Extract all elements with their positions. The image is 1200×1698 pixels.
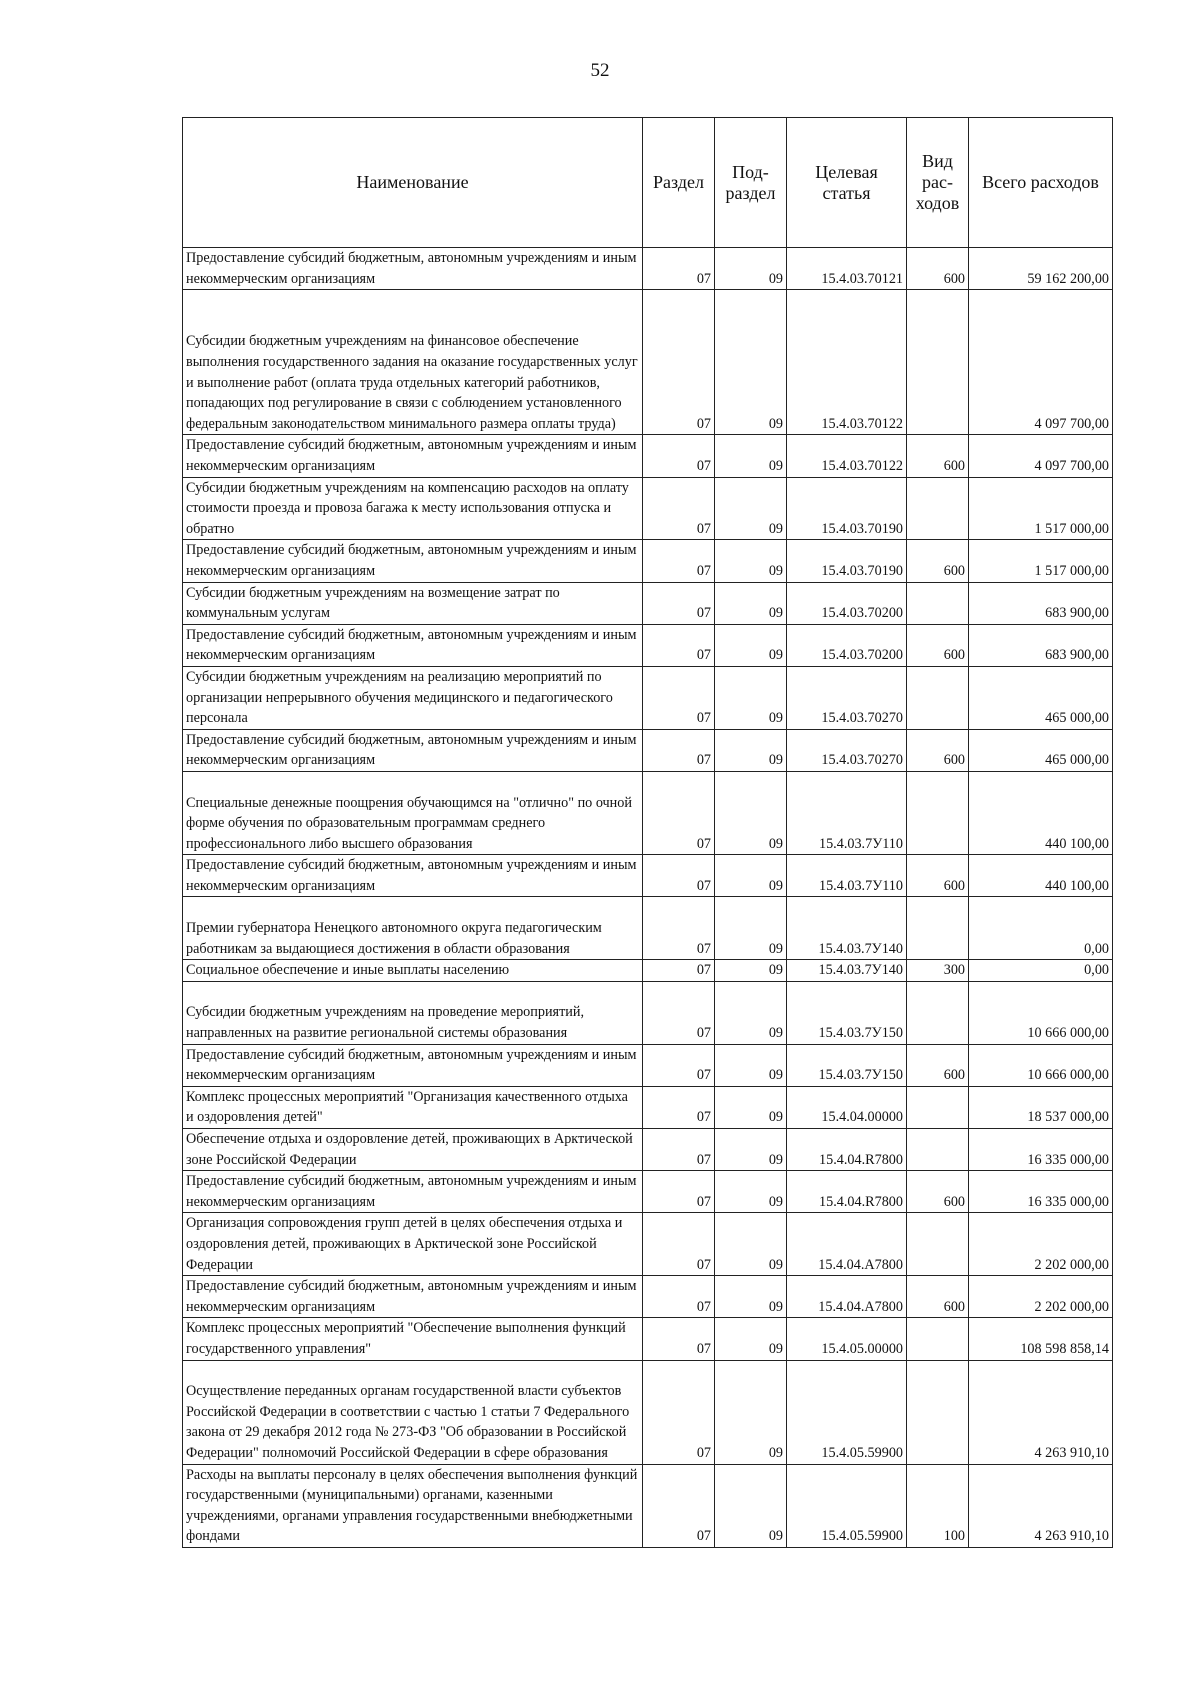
cell-podrazdel: 09 bbox=[715, 477, 787, 540]
cell-celevaya: 15.4.05.59900 bbox=[787, 1360, 907, 1464]
cell-total: 2 202 000,00 bbox=[969, 1213, 1113, 1276]
cell-name: Предоставление субсидий бюджетным, автономным учреждениям и иным некоммерческим организациям bbox=[183, 540, 643, 582]
cell-total: 1 517 000,00 bbox=[969, 477, 1113, 540]
table-row bbox=[183, 540, 1113, 582]
table-row bbox=[183, 1318, 1113, 1360]
cell-name: Предоставление субсидий бюджетным, автономным учреждениям и иным некоммерческим организациям bbox=[183, 624, 643, 666]
cell-total: 1 517 000,00 bbox=[969, 540, 1113, 582]
cell-vid: 600 bbox=[907, 729, 969, 771]
table-row bbox=[183, 1360, 1113, 1464]
header-vid: Вид рас-ходов bbox=[907, 118, 969, 248]
cell-total: 440 100,00 bbox=[969, 771, 1113, 854]
cell-podrazdel: 09 bbox=[715, 1086, 787, 1128]
cell-razdel: 07 bbox=[643, 960, 715, 982]
cell-razdel: 07 bbox=[643, 771, 715, 854]
cell-vid bbox=[907, 1213, 969, 1276]
cell-razdel: 07 bbox=[643, 248, 715, 290]
cell-name: Предоставление субсидий бюджетным, автономным учреждениям и иным некоммерческим организациям bbox=[183, 435, 643, 477]
cell-celevaya: 15.4.03.70121 bbox=[787, 248, 907, 290]
cell-vid: 600 bbox=[907, 1044, 969, 1086]
cell-name: Социальное обеспечение и иные выплаты населению bbox=[183, 960, 643, 982]
table-row bbox=[183, 248, 1113, 290]
cell-vid bbox=[907, 666, 969, 729]
cell-podrazdel: 09 bbox=[715, 666, 787, 729]
cell-podrazdel: 09 bbox=[715, 981, 787, 1044]
cell-name: Комплекс процессных мероприятий "Организация качественного отдыха и оздоровления детей" bbox=[183, 1086, 643, 1128]
table-row bbox=[183, 290, 1113, 435]
cell-celevaya: 15.4.03.70270 bbox=[787, 729, 907, 771]
cell-podrazdel: 09 bbox=[715, 248, 787, 290]
cell-razdel: 07 bbox=[643, 477, 715, 540]
cell-total: 59 162 200,00 bbox=[969, 248, 1113, 290]
cell-razdel: 07 bbox=[643, 1129, 715, 1171]
header-name: Наименование bbox=[183, 118, 643, 248]
cell-total: 465 000,00 bbox=[969, 729, 1113, 771]
cell-vid bbox=[907, 1360, 969, 1464]
cell-total: 10 666 000,00 bbox=[969, 1044, 1113, 1086]
cell-total: 108 598 858,14 bbox=[969, 1318, 1113, 1360]
table-row bbox=[183, 771, 1113, 854]
table-row bbox=[183, 1213, 1113, 1276]
cell-podrazdel: 09 bbox=[715, 855, 787, 897]
cell-razdel: 07 bbox=[643, 1213, 715, 1276]
cell-name: Осуществление переданных органам государственной власти субъектов Российской Федерации в соответствии с частью 1 статьи 7 Федерального закона от 29 декабря 2012 года № 273-ФЗ "Об образовании в Российской Федерации" полномочий Российской Федерации в сфере образования bbox=[183, 1360, 643, 1464]
cell-razdel: 07 bbox=[643, 290, 715, 435]
cell-razdel: 07 bbox=[643, 1276, 715, 1318]
cell-vid: 600 bbox=[907, 1171, 969, 1213]
cell-celevaya: 15.4.03.7У110 bbox=[787, 855, 907, 897]
cell-name: Предоставление субсидий бюджетным, автономным учреждениям и иным некоммерческим организациям bbox=[183, 729, 643, 771]
cell-total: 16 335 000,00 bbox=[969, 1171, 1113, 1213]
cell-podrazdel: 09 bbox=[715, 729, 787, 771]
table-row bbox=[183, 477, 1113, 540]
table-row bbox=[183, 582, 1113, 624]
cell-name: Предоставление субсидий бюджетным, автономным учреждениям и иным некоммерческим организациям bbox=[183, 1171, 643, 1213]
table-row bbox=[183, 666, 1113, 729]
cell-razdel: 07 bbox=[643, 1360, 715, 1464]
table-row bbox=[183, 729, 1113, 771]
cell-vid bbox=[907, 290, 969, 435]
cell-razdel: 07 bbox=[643, 624, 715, 666]
cell-podrazdel: 09 bbox=[715, 1213, 787, 1276]
budget-table bbox=[182, 117, 1113, 1548]
cell-celevaya: 15.4.03.7У110 bbox=[787, 771, 907, 854]
header-total: Всего расходов bbox=[969, 118, 1113, 248]
cell-celevaya: 15.4.03.70122 bbox=[787, 290, 907, 435]
cell-total: 0,00 bbox=[969, 960, 1113, 982]
cell-name: Предоставление субсидий бюджетным, автономным учреждениям и иным некоммерческим организациям bbox=[183, 1044, 643, 1086]
cell-total: 4 097 700,00 bbox=[969, 435, 1113, 477]
cell-name: Субсидии бюджетным учреждениям на возмещение затрат по коммунальным услугам bbox=[183, 582, 643, 624]
cell-podrazdel: 09 bbox=[715, 1276, 787, 1318]
cell-razdel: 07 bbox=[643, 1464, 715, 1547]
cell-celevaya: 15.4.03.70122 bbox=[787, 435, 907, 477]
cell-celevaya: 15.4.03.70200 bbox=[787, 624, 907, 666]
table-row bbox=[183, 1129, 1113, 1171]
cell-vid: 600 bbox=[907, 540, 969, 582]
cell-name: Субсидии бюджетным учреждениям на компенсацию расходов на оплату стоимости проезда и провоза багажа к месту использования отпуска и обратно bbox=[183, 477, 643, 540]
cell-total: 16 335 000,00 bbox=[969, 1129, 1113, 1171]
table-row bbox=[183, 897, 1113, 960]
cell-name: Организация сопровождения групп детей в целях обеспечения отдыха и оздоровления детей, проживающих в Арктической зоне Российской Федерации bbox=[183, 1213, 643, 1276]
cell-razdel: 07 bbox=[643, 1318, 715, 1360]
cell-celevaya: 15.4.04.А7800 bbox=[787, 1213, 907, 1276]
table-header bbox=[183, 118, 1113, 248]
cell-total: 4 263 910,10 bbox=[969, 1464, 1113, 1547]
table-body bbox=[183, 248, 1113, 1548]
cell-podrazdel: 09 bbox=[715, 1464, 787, 1547]
cell-celevaya: 15.4.04.00000 bbox=[787, 1086, 907, 1128]
cell-podrazdel: 09 bbox=[715, 435, 787, 477]
cell-vid: 600 bbox=[907, 248, 969, 290]
cell-podrazdel: 09 bbox=[715, 582, 787, 624]
cell-name: Предоставление субсидий бюджетным, автономным учреждениям и иным некоммерческим организациям bbox=[183, 1276, 643, 1318]
cell-podrazdel: 09 bbox=[715, 1171, 787, 1213]
cell-razdel: 07 bbox=[643, 666, 715, 729]
cell-total: 465 000,00 bbox=[969, 666, 1113, 729]
cell-razdel: 07 bbox=[643, 1086, 715, 1128]
cell-vid bbox=[907, 582, 969, 624]
cell-celevaya: 15.4.03.7У140 bbox=[787, 897, 907, 960]
cell-celevaya: 15.4.03.70190 bbox=[787, 540, 907, 582]
cell-total: 2 202 000,00 bbox=[969, 1276, 1113, 1318]
cell-razdel: 07 bbox=[643, 1171, 715, 1213]
cell-celevaya: 15.4.04.R7800 bbox=[787, 1129, 907, 1171]
table-row bbox=[183, 1086, 1113, 1128]
cell-vid: 600 bbox=[907, 855, 969, 897]
cell-total: 4 097 700,00 bbox=[969, 290, 1113, 435]
cell-razdel: 07 bbox=[643, 897, 715, 960]
table-row bbox=[183, 1044, 1113, 1086]
table-row bbox=[183, 855, 1113, 897]
table-row bbox=[183, 960, 1113, 982]
table-row bbox=[183, 435, 1113, 477]
cell-celevaya: 15.4.05.59900 bbox=[787, 1464, 907, 1547]
cell-total: 683 900,00 bbox=[969, 582, 1113, 624]
cell-razdel: 07 bbox=[643, 582, 715, 624]
cell-vid bbox=[907, 981, 969, 1044]
cell-total: 10 666 000,00 bbox=[969, 981, 1113, 1044]
header-razdel: Раздел bbox=[643, 118, 715, 248]
cell-podrazdel: 09 bbox=[715, 960, 787, 982]
cell-razdel: 07 bbox=[643, 981, 715, 1044]
cell-celevaya: 15.4.05.00000 bbox=[787, 1318, 907, 1360]
cell-vid: 600 bbox=[907, 1276, 969, 1318]
table-row bbox=[183, 1464, 1113, 1547]
cell-podrazdel: 09 bbox=[715, 1129, 787, 1171]
cell-total: 18 537 000,00 bbox=[969, 1086, 1113, 1128]
cell-razdel: 07 bbox=[643, 540, 715, 582]
cell-podrazdel: 09 bbox=[715, 624, 787, 666]
cell-total: 0,00 bbox=[969, 897, 1113, 960]
cell-podrazdel: 09 bbox=[715, 540, 787, 582]
header-celevaya: Целевая статья bbox=[787, 118, 907, 248]
cell-razdel: 07 bbox=[643, 435, 715, 477]
cell-celevaya: 15.4.03.7У140 bbox=[787, 960, 907, 982]
cell-vid: 600 bbox=[907, 435, 969, 477]
cell-razdel: 07 bbox=[643, 855, 715, 897]
page-number: 52 bbox=[590, 60, 610, 81]
cell-name: Обеспечение отдыха и оздоровление детей, проживающих в Арктической зоне Российской Федерации bbox=[183, 1129, 643, 1171]
cell-name: Специальные денежные поощрения обучающимся на "отлично" по очной форме обучения по образовательным программам среднего профессионального либо высшего образования bbox=[183, 771, 643, 854]
cell-name: Субсидии бюджетным учреждениям на реализацию мероприятий по организации непрерывного обучения медицинского и педагогического персонала bbox=[183, 666, 643, 729]
table-row bbox=[183, 1171, 1113, 1213]
cell-name: Субсидии бюджетным учреждениям на финансовое обеспечение выполнения государственного задания на оказание государственных услуг и выполнение работ (оплата труда отдельных категорий работников, попадающих под регулирование в связи с соблюдением установленного федеральным законодательством минимального размера оплаты труда) bbox=[183, 290, 643, 435]
cell-vid: 300 bbox=[907, 960, 969, 982]
cell-vid bbox=[907, 1086, 969, 1128]
cell-podrazdel: 09 bbox=[715, 897, 787, 960]
cell-razdel: 07 bbox=[643, 1044, 715, 1086]
cell-celevaya: 15.4.03.7У150 bbox=[787, 981, 907, 1044]
cell-vid bbox=[907, 1318, 969, 1360]
cell-podrazdel: 09 bbox=[715, 771, 787, 854]
cell-razdel: 07 bbox=[643, 729, 715, 771]
cell-vid bbox=[907, 771, 969, 854]
cell-celevaya: 15.4.04.А7800 bbox=[787, 1276, 907, 1318]
table-row bbox=[183, 981, 1113, 1044]
cell-total: 440 100,00 bbox=[969, 855, 1113, 897]
cell-podrazdel: 09 bbox=[715, 1044, 787, 1086]
cell-total: 683 900,00 bbox=[969, 624, 1113, 666]
cell-name: Субсидии бюджетным учреждениям на проведение мероприятий, направленных на развитие региональной системы образования bbox=[183, 981, 643, 1044]
cell-name: Предоставление субсидий бюджетным, автономным учреждениям и иным некоммерческим организациям bbox=[183, 248, 643, 290]
cell-podrazdel: 09 bbox=[715, 1360, 787, 1464]
cell-vid: 600 bbox=[907, 624, 969, 666]
cell-total: 4 263 910,10 bbox=[969, 1360, 1113, 1464]
cell-vid bbox=[907, 897, 969, 960]
table-row bbox=[183, 624, 1113, 666]
cell-vid bbox=[907, 477, 969, 540]
cell-celevaya: 15.4.03.7У150 bbox=[787, 1044, 907, 1086]
cell-vid bbox=[907, 1129, 969, 1171]
cell-podrazdel: 09 bbox=[715, 290, 787, 435]
cell-name: Предоставление субсидий бюджетным, автономным учреждениям и иным некоммерческим организациям bbox=[183, 855, 643, 897]
cell-name: Расходы на выплаты персоналу в целях обеспечения выполнения функций государственными (муниципальными) органами, казенными учреждениями, органами управления государственными внебюджетными фондами bbox=[183, 1464, 643, 1547]
cell-podrazdel: 09 bbox=[715, 1318, 787, 1360]
cell-celevaya: 15.4.03.70200 bbox=[787, 582, 907, 624]
header-podrazdel: Под-раздел bbox=[715, 118, 787, 248]
cell-celevaya: 15.4.04.R7800 bbox=[787, 1171, 907, 1213]
cell-name: Комплекс процессных мероприятий "Обеспечение выполнения функций государственного управления" bbox=[183, 1318, 643, 1360]
cell-name: Премии губернатора Ненецкого автономного округа педагогическим работникам за выдающиеся достижения в области образования bbox=[183, 897, 643, 960]
cell-celevaya: 15.4.03.70190 bbox=[787, 477, 907, 540]
table-row bbox=[183, 1276, 1113, 1318]
cell-celevaya: 15.4.03.70270 bbox=[787, 666, 907, 729]
cell-vid: 100 bbox=[907, 1464, 969, 1547]
